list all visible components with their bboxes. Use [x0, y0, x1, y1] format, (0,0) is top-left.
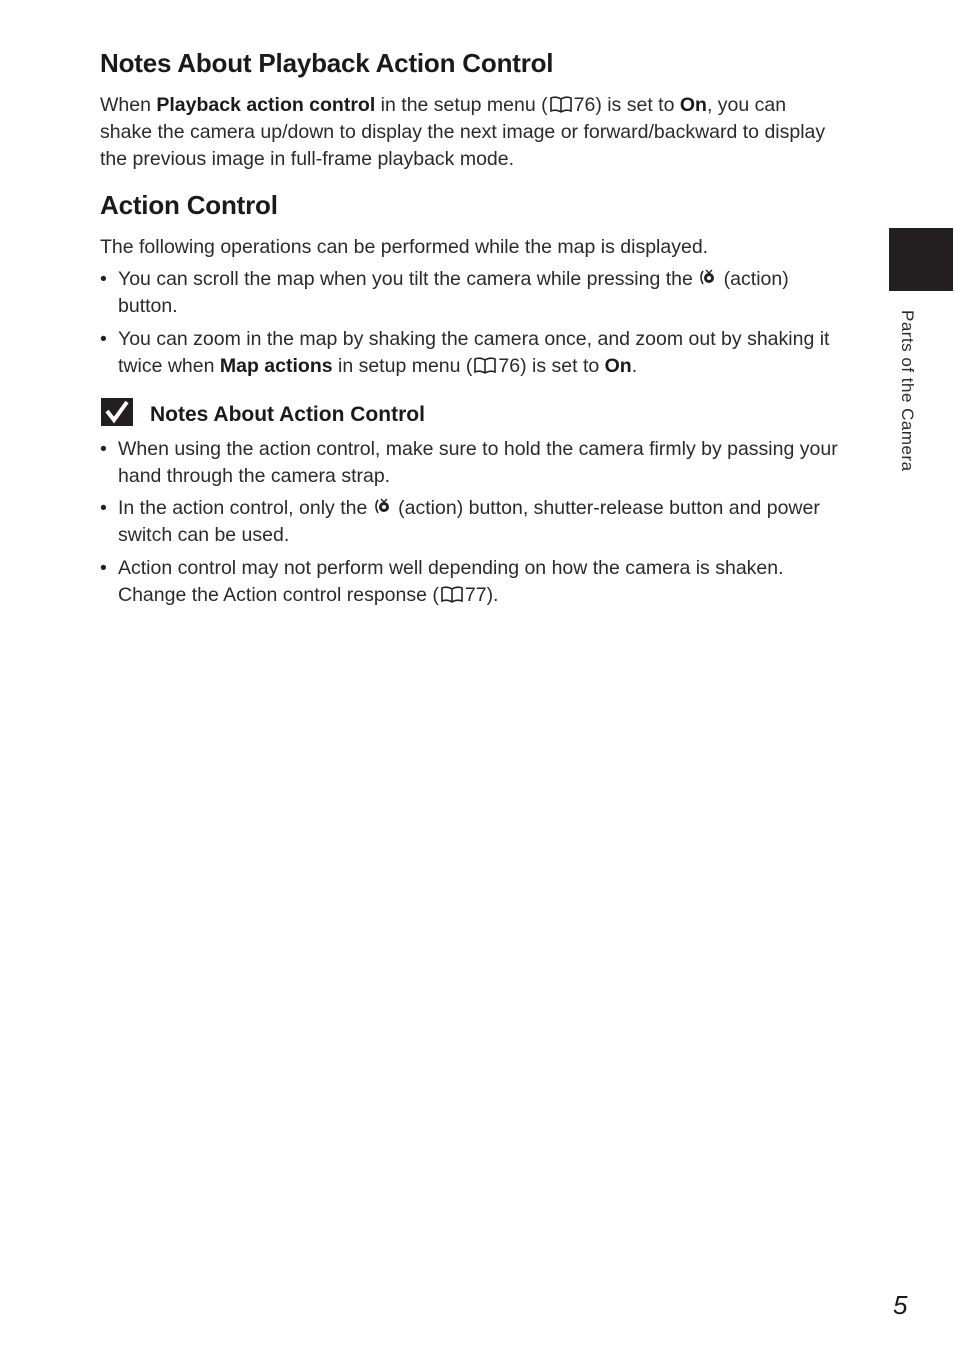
list-item: • You can scroll the map when you tilt the camera while pressing the (action) button. — [100, 268, 789, 317]
list-item: • In the action control, only the (action) button, shutter-release button and power switch can be used. — [100, 497, 820, 546]
list-item: • You can zoom in the map by shaking the camera once, and zoom out by shaking it twice when Map actions in setup menu ( 76) is set to On. — [100, 328, 830, 377]
action-button-icon — [698, 268, 718, 288]
bullet-dot: • — [100, 328, 107, 350]
on-term: On — [679, 94, 707, 116]
checkmark-note-icon — [100, 397, 134, 427]
bullet-dot: • — [100, 268, 107, 290]
book-icon — [473, 357, 497, 374]
on-term: On — [604, 355, 632, 377]
section-title-playback-action: Notes About Playback Action Control — [100, 48, 554, 78]
playback-action-paragraph: When Playback action control in the setup menu ( 76) is set to On, you can shake the camera up/down to display the next image or forward/backward to display the previous image in full-frame playback mode. — [100, 94, 826, 170]
note-title: Notes About Action Control — [150, 403, 425, 426]
bullet-dot: • — [100, 497, 107, 519]
chapter-tab — [889, 228, 953, 291]
action-button-icon — [373, 497, 393, 517]
bullet-dot: • — [100, 438, 107, 460]
book-icon — [549, 96, 573, 113]
action-control-intro: The following operations can be performed while the map is displayed. — [100, 236, 709, 258]
section-title-action-control: Action Control — [100, 190, 278, 220]
page-number: 5 — [893, 1290, 908, 1320]
list-item: • Action control may not perform well depending on how the camera is shaken. Change the Action control response ( 77). — [100, 557, 784, 606]
playback-action-control-term: Playback action control — [156, 94, 376, 116]
book-icon — [440, 586, 464, 603]
list-item: • When using the action control, make sure to hold the camera firmly by passing your hand through the camera strap. — [100, 438, 838, 487]
map-actions-term: Map actions — [219, 355, 333, 377]
bullet-dot: • — [100, 557, 107, 579]
chapter-label: Parts of the Camera — [898, 310, 917, 472]
